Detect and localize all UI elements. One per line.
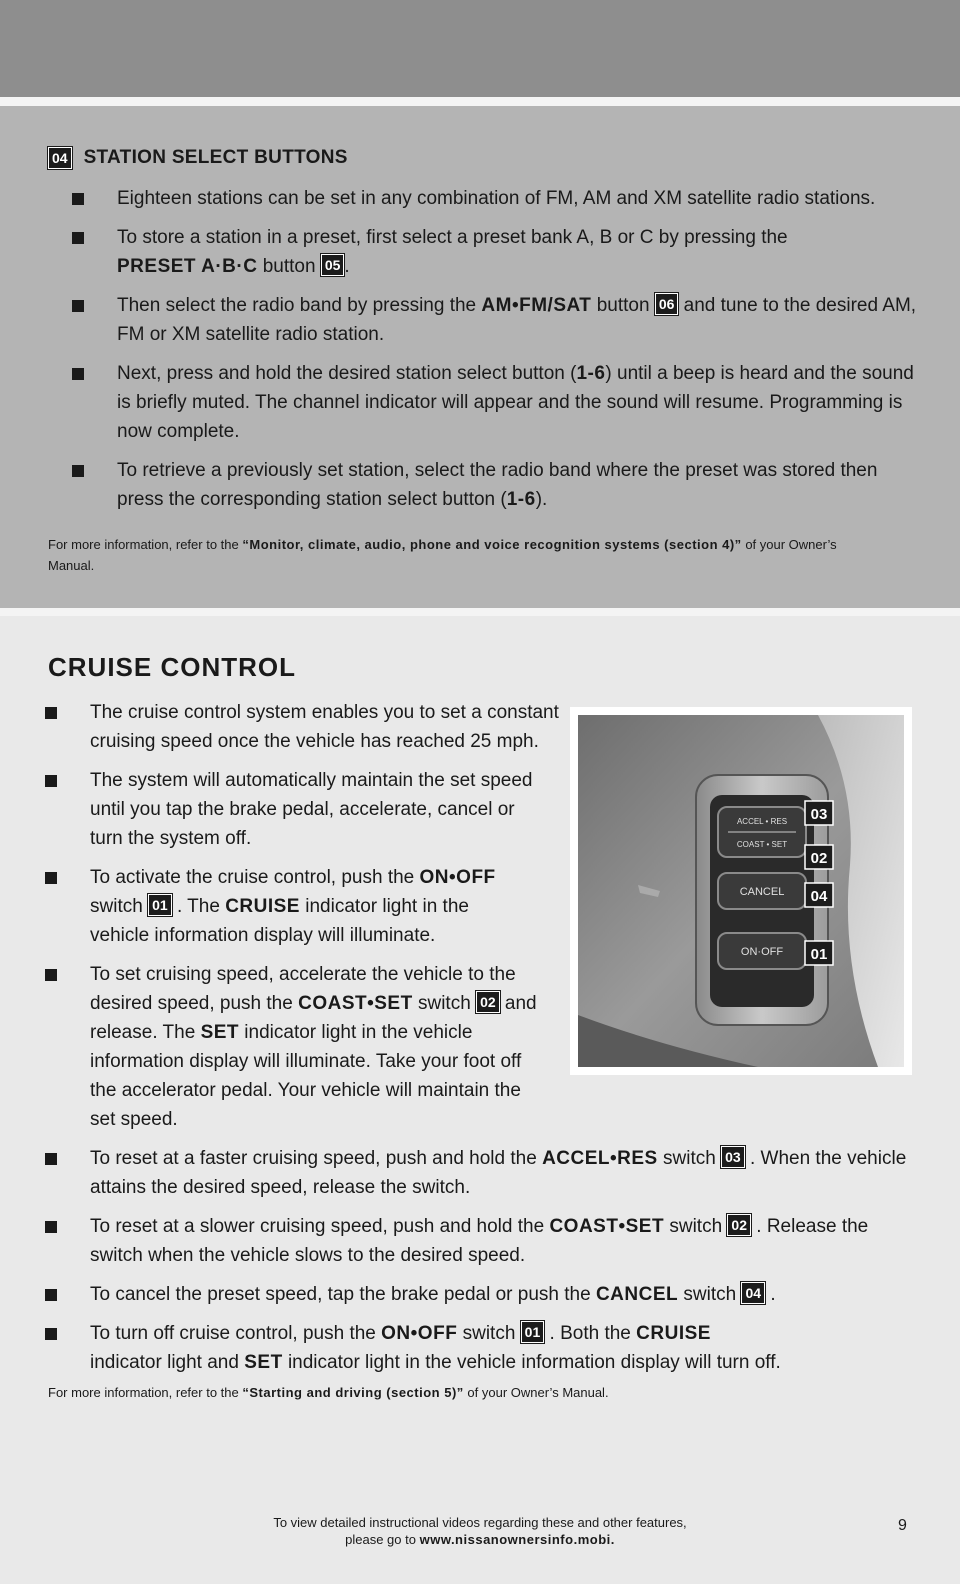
list-item: To reset at a slower cruising speed, push and hold the COAST•SET switch 02 . Release the switch when the vehicle slows to the desired speed.	[90, 1212, 910, 1270]
section-title: CRUISE CONTROL	[48, 652, 296, 682]
cancel-label: CANCEL	[739, 886, 785, 898]
list-item: Next, press and hold the desired station select button (1-6) until a beep is heard and the sound is briefly muted. The channel indicator will appear and the sound will resume. Programming is now complete.	[117, 359, 917, 446]
reference-note: For more information, refer to the “Starting and driving (section 5)” of your Owner’s Manual.	[48, 1385, 609, 1400]
list-item: To cancel the preset speed, tap the brake pedal or push the CANCEL switch 04 .	[90, 1280, 910, 1309]
reference-note: For more information, refer to the “Monitor, climate, audio, phone and voice recognition systems (section 4)” of your Owner’s Manual.	[48, 537, 837, 573]
callout-badge: 03	[721, 1146, 745, 1168]
callout-badge: 02	[476, 991, 500, 1013]
station-select-list	[117, 184, 917, 524]
callout-badge: 02	[727, 1214, 751, 1236]
callout-badge: 04	[741, 1282, 765, 1304]
list-item: To set cruising speed, accelerate the vehicle to the desired speed, push the COAST•SET switch 02 and release. The SET indicator light in the vehicle information display will illuminate. Take your foot off the accelerator pedal. Your vehicle will maintain the set speed.	[90, 960, 910, 1134]
svg-text:01: 01	[810, 946, 828, 963]
footer-note	[230, 1514, 730, 1548]
list-item: The system will automatically maintain the set speed until you tap the brake pedal, accelerate, cancel or turn the system off.	[90, 766, 550, 853]
callout-badge: 04	[48, 147, 72, 169]
list-item: To reset at a faster cruising speed, push and hold the ACCEL•RES switch 03 . When the vehicle attains the desired speed, release the switch.	[90, 1144, 910, 1202]
accel-res-label: ACCEL • RES	[736, 817, 788, 826]
list-item: To activate the cruise control, push the ON•OFF switch 01 . The CRUISE indicator light in the vehicle information display will illuminate.	[90, 863, 530, 950]
station-select-header	[48, 147, 348, 169]
list-item: Then select the radio band by pressing the AM•FM/SAT button 06 and tune to the desired AM, FM or XM satellite radio station.	[117, 291, 917, 349]
website-link[interactable]: www.nissanownersinfo.mobi.	[419, 1532, 615, 1547]
list-item: The cruise control system enables you to set a constant cruising speed once the vehicle has reached 25 mph.	[90, 698, 568, 756]
footer-line: please go to www.nissanownersinfo.mobi.	[345, 1532, 615, 1547]
callout-badge: 01	[148, 894, 172, 916]
top-banner	[0, 0, 960, 97]
svg-text:03: 03	[810, 806, 828, 823]
list-item: Eighteen stations can be set in any combination of FM, AM and XM satellite radio stations.	[117, 184, 917, 213]
list-item: To store a station in a preset, first select a preset bank A, B or C by pressing the PRESET A·B·C button 05 .	[117, 223, 917, 281]
footer-line: To view detailed instructional videos regarding these and other features,	[273, 1515, 687, 1530]
callout-badge: 05	[321, 254, 345, 276]
cruise-control-list	[90, 698, 910, 1387]
coast-set-label: COAST • SET	[736, 840, 788, 849]
svg-text:02: 02	[810, 850, 828, 867]
svg-text:04: 04	[810, 888, 828, 905]
section-title: STATION SELECT BUTTONS	[83, 147, 348, 168]
divider	[0, 97, 960, 106]
page-number: 9	[898, 1517, 907, 1534]
callout-badge: 06	[655, 293, 679, 315]
on-off-label: ON·OFF	[740, 946, 784, 958]
list-item: To retrieve a previously set station, select the radio band where the preset was stored then press the corresponding station select button (1-6).	[117, 456, 917, 514]
list-item: To turn off cruise control, push the ON•OFF switch 01 . Both the CRUISE indicator light and SET indicator light in the vehicle information display will turn off.	[90, 1319, 910, 1377]
divider	[0, 608, 960, 616]
callout-badge: 01	[521, 1321, 545, 1343]
